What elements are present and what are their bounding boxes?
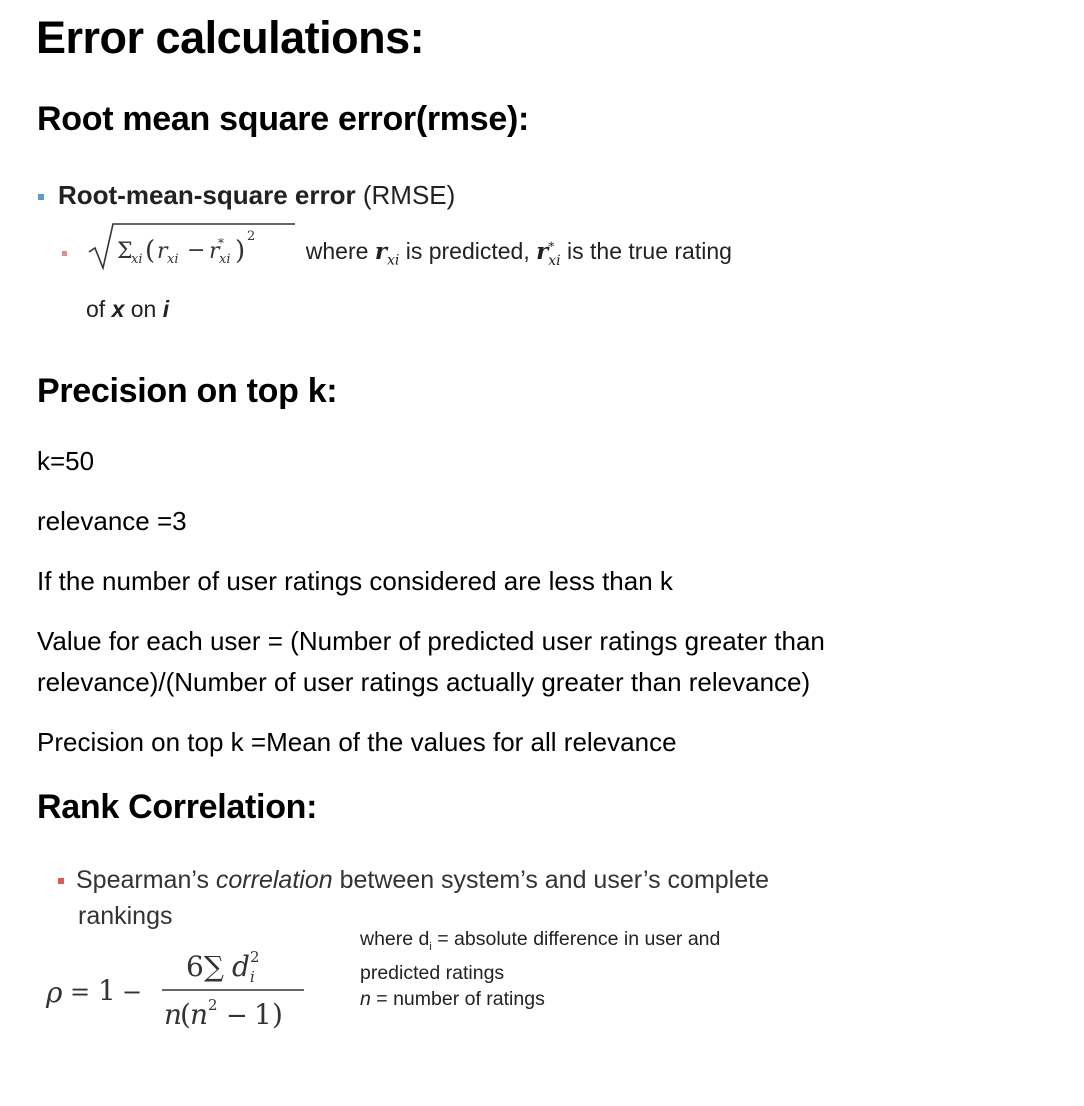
precision-heading: Precision on top k: [37,372,338,410]
svg-text:=: = [70,978,91,1006]
svg-text:n: n [164,998,183,1031]
svg-text:1: 1 [98,974,116,1007]
rmse-bold-label: Root-mean-square error [58,180,356,210]
spearman-bullet [58,866,769,895]
note-line-3: n = number of ratings [360,987,545,1010]
rmse-formula-row [62,229,732,272]
note-line-1: where $d_i$ = absolute difference in user and [360,928,721,953]
rmse-r-pred: $r_{xi}$ [374,238,400,269]
spearman-italic: correlation [215,866,333,894]
svg-text:Σ: Σ [117,239,133,264]
rmse-paren: (RMSE) [362,180,456,210]
rmse-where: where [305,238,369,265]
svg-text:1: 1 [254,998,272,1031]
svg-text:): ) [235,236,246,266]
spearman-text-b: between system’s and user’s complete [332,866,769,894]
svg-text:xi: xi [131,252,143,267]
rmse-r-true: $r^*_{xi}$ [536,238,561,269]
rmse-bullet [38,180,455,211]
bullet-square-icon [62,251,67,256]
svg-text:−: − [226,1001,248,1031]
svg-text:n: n [190,998,209,1031]
rmse-heading: Root mean square error(rmse): [37,100,529,138]
svg-text:i: i [250,968,255,986]
note-line-2: predicted ratings [360,961,505,984]
rmse-formula [87,220,299,272]
spearman-text-a: Spearman’s [76,866,216,894]
condition-line: If the number of user ratings considered are less than k [37,566,673,596]
rmse-of-line: of x on i [86,296,170,322]
k-line: k=50 [37,446,95,476]
relevance-line: relevance =3 [37,506,187,536]
svg-text:ρ: ρ [46,976,63,1009]
spearman-rankings: rankings [78,902,173,930]
rank-heading: Rank Correlation: [37,788,318,826]
spearman-formula [40,938,320,1034]
svg-text:r: r [209,239,220,264]
value-line-1: Value for each user = (Number of predicted user ratings greater than [37,626,825,656]
svg-text:xi: xi [219,252,231,267]
svg-text:2: 2 [247,229,256,244]
svg-text:(: ( [145,236,156,266]
bullet-square-icon [58,878,64,884]
bullet-square-icon [38,194,44,200]
rmse-is-true: is the true rating [567,238,732,265]
rmse-is-predicted: is predicted, [405,238,530,265]
page-title: Error calculations: [36,12,425,63]
value-line-2: relevance)/(Number of user ratings actually greater than relevance) [37,667,811,697]
svg-text:6: 6 [186,950,204,983]
svg-text:−: − [187,238,206,263]
svg-text:): ) [272,998,283,1031]
svg-text:r: r [157,239,168,264]
svg-text:xi: xi [167,252,179,267]
svg-text:*: * [218,236,225,250]
svg-text:(: ( [180,998,191,1031]
svg-text:∑: ∑ [204,950,224,983]
svg-text:−: − [122,978,143,1006]
spearman-notes [360,926,800,1012]
svg-text:d: d [232,950,250,983]
svg-text:2: 2 [208,996,218,1014]
mean-line: Precision on top k =Mean of the values for all relevance [37,727,677,757]
svg-text:2: 2 [250,948,260,966]
